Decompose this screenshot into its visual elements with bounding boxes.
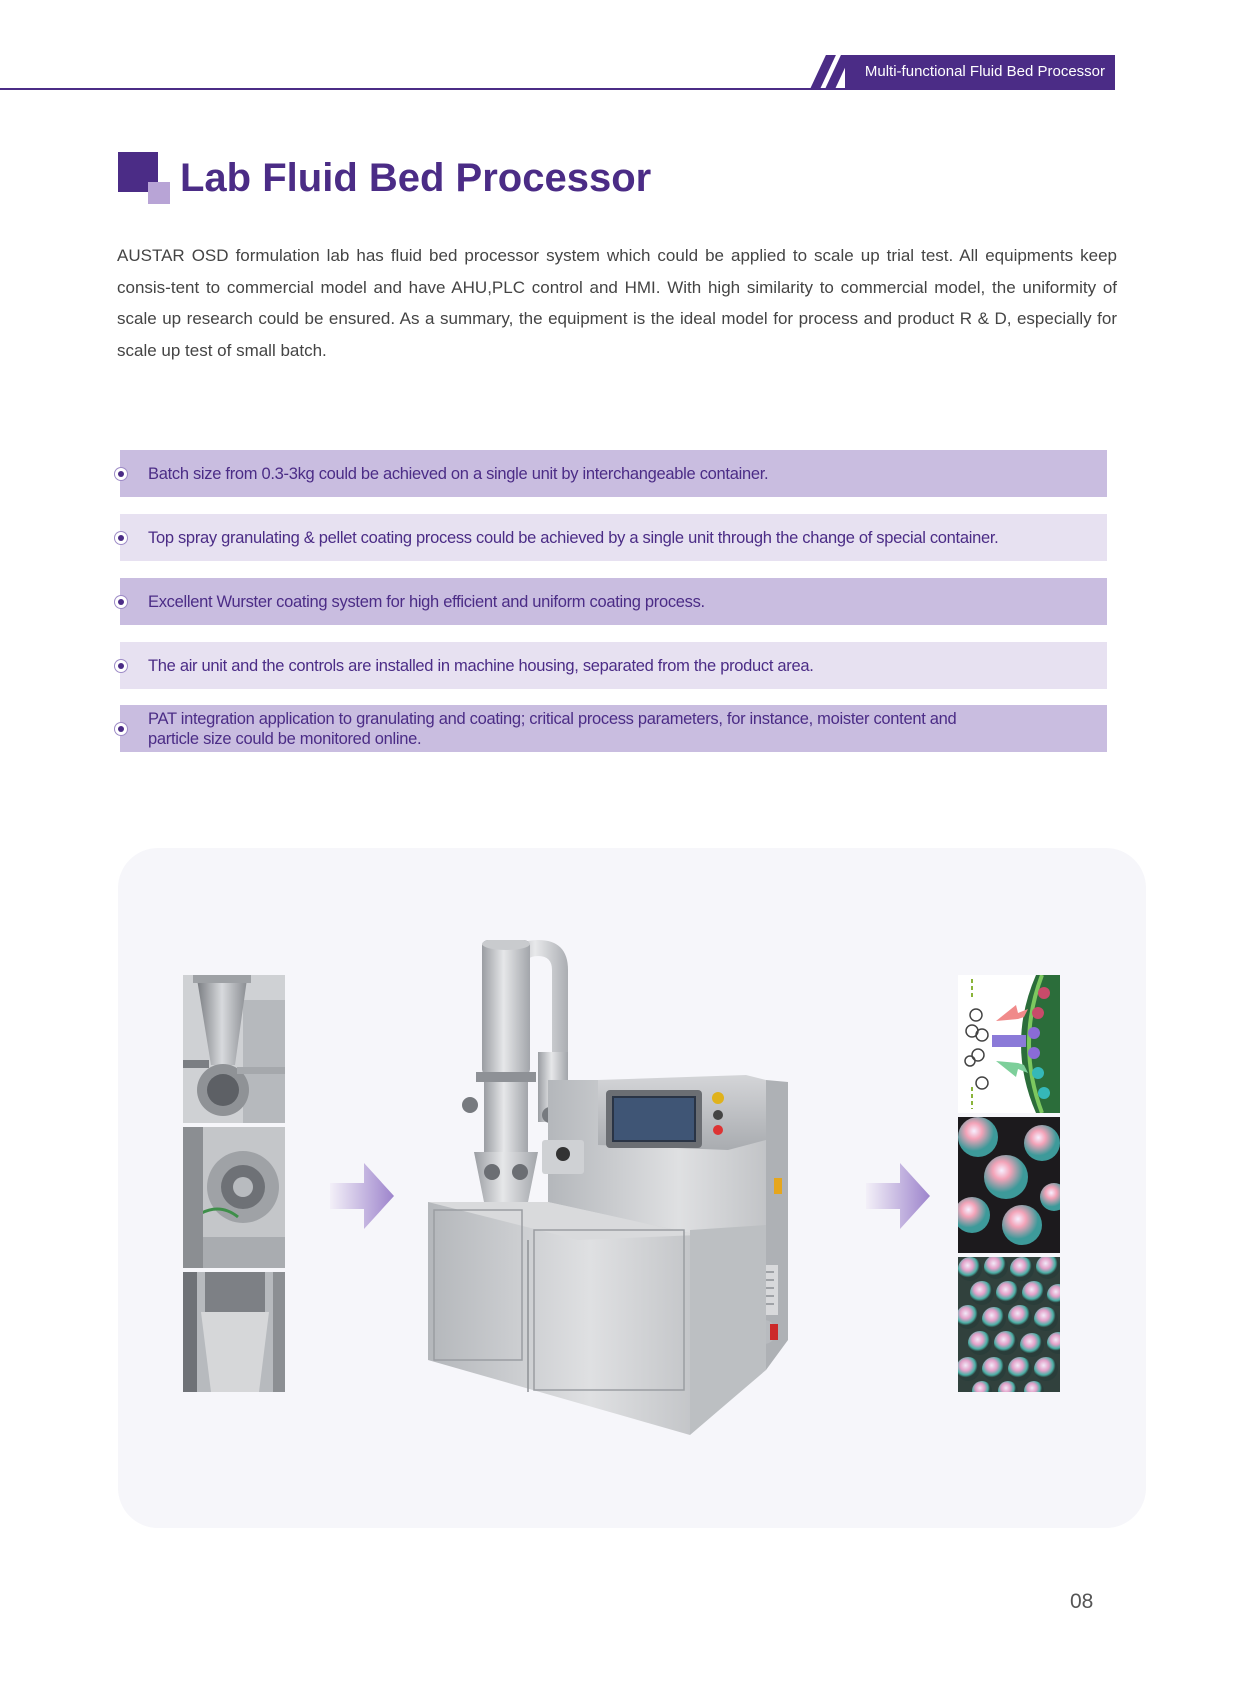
feature-text: Excellent Wurster coating system for high efficient and uniform coating process.: [148, 592, 705, 611]
header-tag: Multi-functional Fluid Bed Processor: [845, 55, 1115, 89]
feature-item: [115, 705, 1107, 752]
wurster-column-detail-image: [183, 1127, 285, 1268]
feature-text: Top spray granulating & pellet coating process could be achieved by a single unit through the change of special container.: [148, 528, 999, 547]
bullet-icon: [115, 660, 127, 672]
feature-list: [115, 450, 1107, 769]
feature-item: [115, 578, 1107, 625]
feature-item: [115, 514, 1107, 561]
bullet-icon: [115, 532, 127, 544]
feature-text: The air unit and the controls are installed in machine housing, separated from the product area.: [148, 656, 814, 675]
fluid-bed-processor-image: [428, 940, 828, 1435]
arrow-right-icon: [866, 1163, 930, 1229]
feature-text: PAT integration application to granulating and coating; critical process parameters, for instance, moister content and particle size could be monitored online.: [148, 709, 957, 748]
filter-bag-detail-image: [183, 1272, 285, 1392]
bullet-icon: [115, 468, 127, 480]
page-number: 08: [1070, 1590, 1094, 1613]
feature-item: [115, 642, 1107, 689]
spray-nozzle-detail-image: [183, 975, 285, 1123]
bullet-icon: [115, 723, 127, 735]
feature-item: [115, 450, 1107, 497]
coating-process-diagram-image: [958, 975, 1060, 1113]
feature-text: Batch size from 0.3-3kg could be achieved on a single unit by interchangeable container.: [148, 464, 769, 483]
page-title: Lab Fluid Bed Processor: [180, 156, 652, 200]
pellet-batch-image: [958, 1257, 1060, 1392]
bullet-icon: [115, 596, 127, 608]
intro-paragraph: AUSTAR OSD formulation lab has fluid bed processor system which could be applied to scale up trial test. All equipments keep consis-tent to commercial model and have AHU,PLC control and HMI. With high similarity to commercial model, the uniformity of scale up research could be ensured. As a summary, the equipment is the ideal model for process and product R & D, especially for scale up test of small batch.: [117, 246, 1117, 360]
arrow-right-icon: [330, 1163, 394, 1229]
coated-pellets-closeup-image: [958, 1117, 1060, 1253]
title-square-accent-icon: [148, 182, 170, 204]
